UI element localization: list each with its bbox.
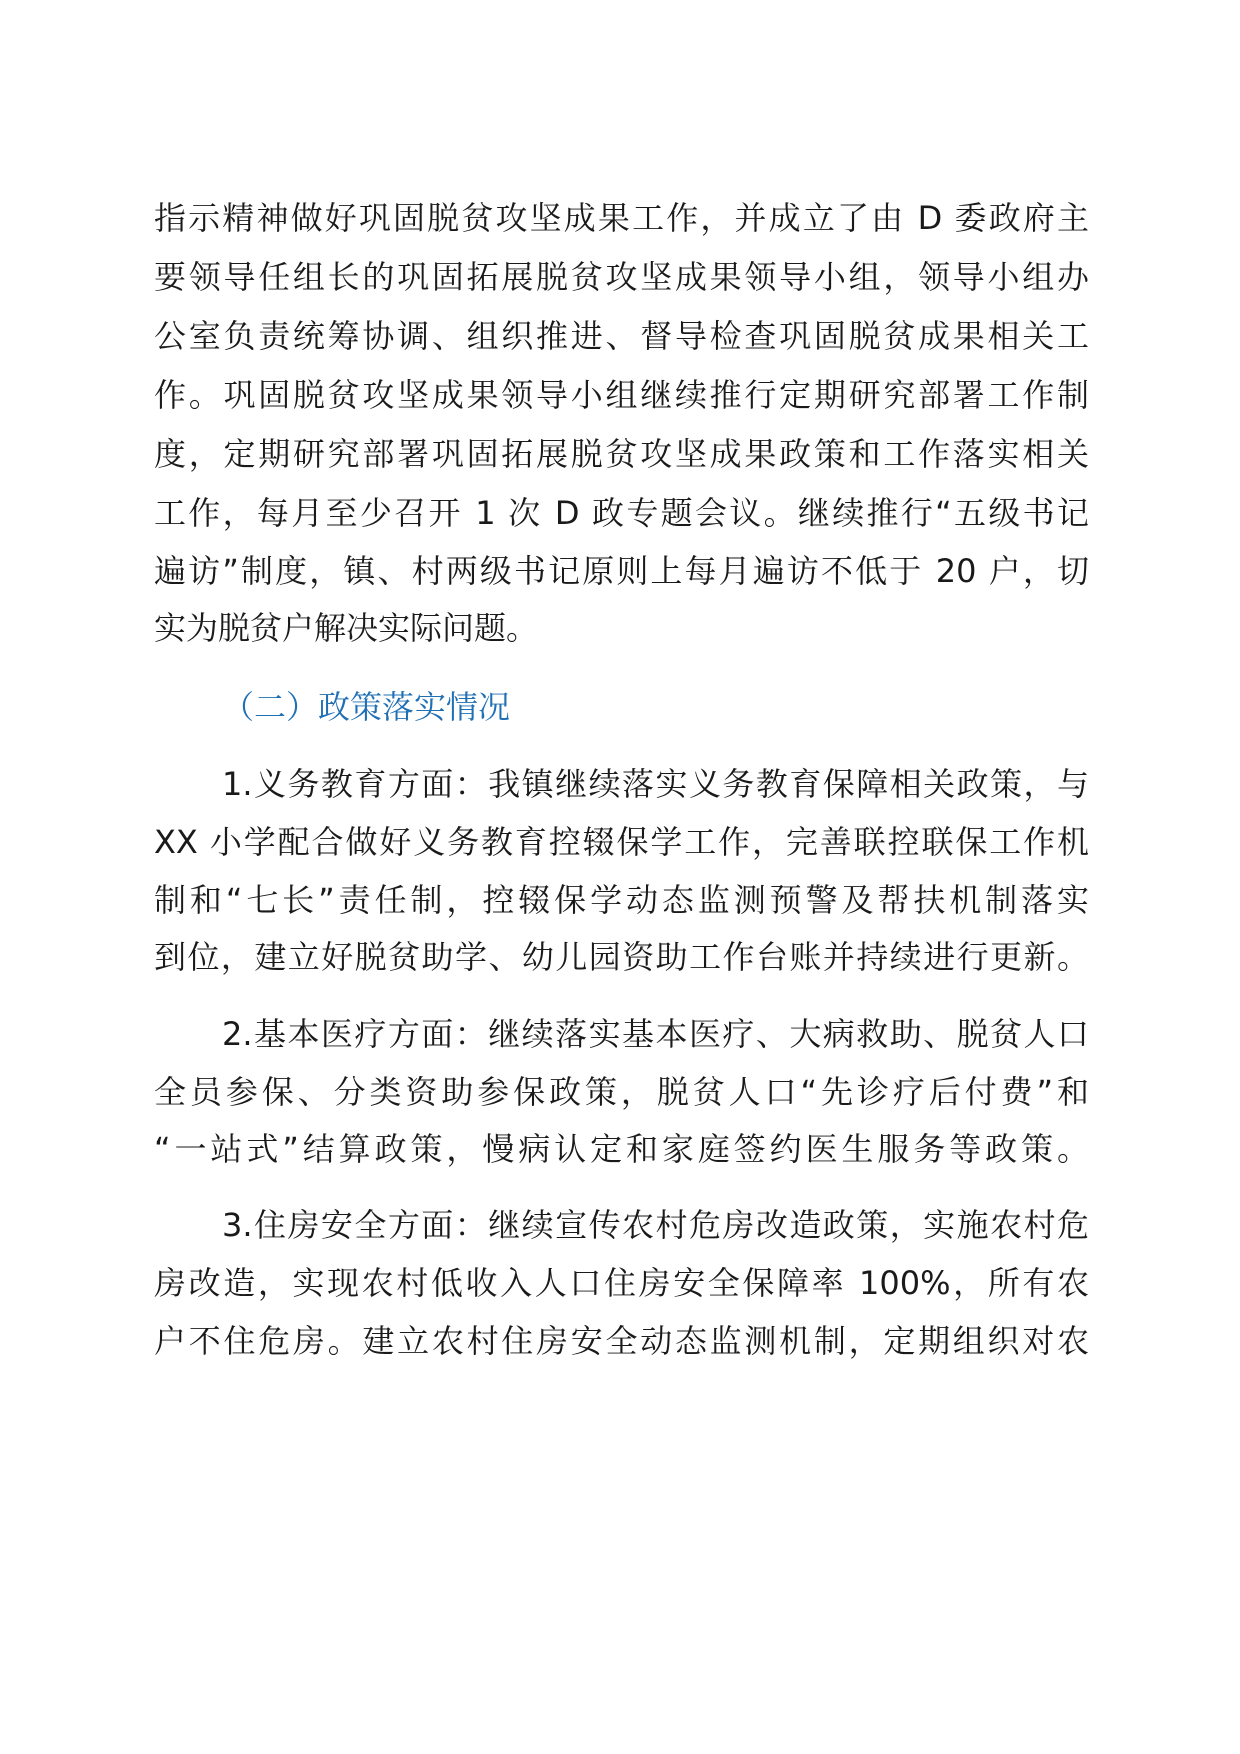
text-line: 制和“七长”责任制，控辍保学动态监测预警及帮扶机制落实: [154, 881, 1089, 919]
section-heading: （二）政策落实情况: [222, 688, 511, 726]
text-line: XX 小学配合做好义务教育控辍保学工作，完善联控联保工作机: [154, 823, 1089, 861]
text-line: 作。巩固脱贫攻坚成果领导小组继续推行定期研究部署工作制: [154, 376, 1089, 414]
text-line: 遍访”制度，镇、村两级书记原则上每月遍访不低于 20 户，切: [154, 552, 1089, 590]
text-line: 房改造，实现农村低收入人口住房安全保障率 100%，所有农: [154, 1264, 1089, 1302]
text-line: 全员参保、分类资助参保政策，脱贫人口“先诊疗后付费”和: [154, 1073, 1089, 1111]
text-line: 要领导任组长的巩固拓展脱贫攻坚成果领导小组，领导小组办: [154, 258, 1089, 296]
text-line: 到位，建立好脱贫助学、幼儿园资助工作台账并持续进行更新。: [154, 938, 1089, 976]
text-line: 指示精神做好巩固脱贫攻坚成果工作，并成立了由 D 委政府主: [154, 199, 1089, 237]
text-line: 2.基本医疗方面：继续落实基本医疗、大病救助、脱贫人口: [222, 1015, 1089, 1053]
text-line: 公室负责统筹协调、组织推进、督导检查巩固脱贫成果相关工: [154, 317, 1089, 355]
text-line: 度，定期研究部署巩固拓展脱贫攻坚成果政策和工作落实相关: [154, 435, 1089, 473]
text-line: 实为脱贫户解决实际问题。: [154, 609, 539, 647]
text-line: “一站式”结算政策，慢病认定和家庭签约医生服务等政策。: [154, 1130, 1089, 1168]
text-line: 1.义务教育方面：我镇继续落实义务教育保障相关政策，与: [222, 765, 1089, 803]
text-line: 3.住房安全方面：继续宣传农村危房改造政策，实施农村危: [222, 1206, 1089, 1244]
text-line: 工作，每月至少召开 1 次 D 政专题会议。继续推行“五级书记: [154, 494, 1089, 532]
text-line: 户不住危房。建立农村住房安全动态监测机制，定期组织对农: [154, 1322, 1089, 1360]
